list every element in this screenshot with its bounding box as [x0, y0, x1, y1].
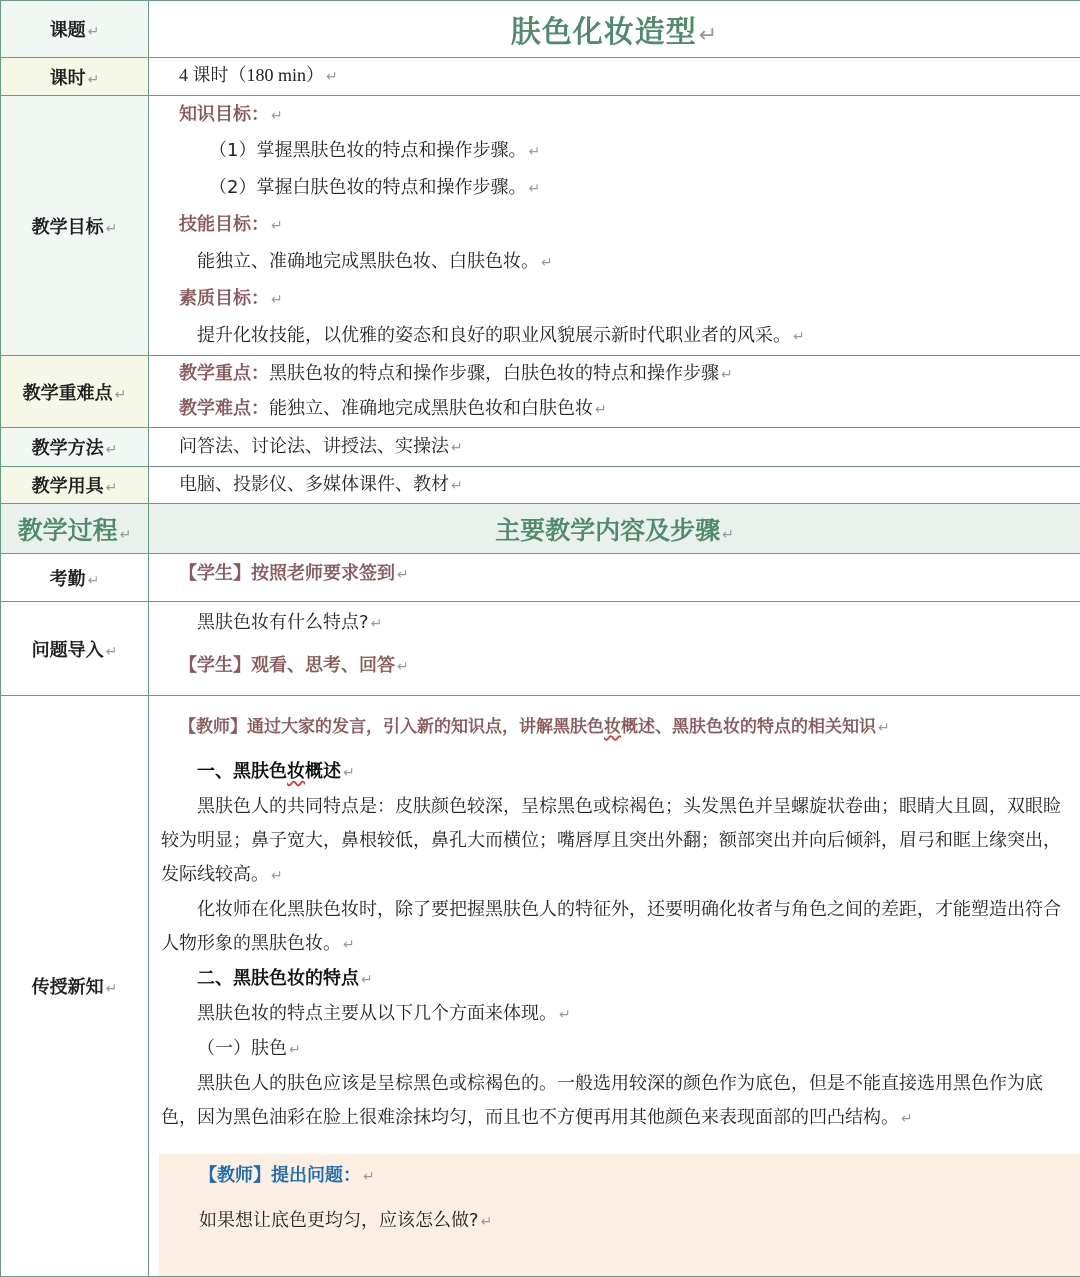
process-header-left: 教学过程 — [18, 516, 118, 545]
hours-value-cell — [149, 58, 1080, 96]
teacher-question-heading: 【教师】提出问题： ↵ — [199, 1158, 1080, 1195]
para1-line1: 黑肤色人的共同特点是：皮肤颜色较深，呈棕黑色或棕褐色；头发黑色并呈螺旋状卷曲；眼睛大且圆，双眼睑 — [149, 790, 1080, 824]
intro-label: 问题导入 — [32, 640, 104, 661]
row-topic — [1, 1, 1080, 58]
sub-heading-skin: （一）肤色 ↵ — [149, 1032, 1080, 1067]
quality-heading: 素质目标： ↵ — [149, 281, 1080, 318]
tools-label: 教学用具 — [32, 476, 104, 497]
row-intro — [1, 602, 1080, 696]
lesson-title: 肤色化妆造型↵ — [149, 7, 1080, 51]
attendance-content-cell — [149, 554, 1080, 602]
teacher-question-box — [159, 1154, 1080, 1276]
new-knowledge-content-cell — [149, 696, 1080, 1277]
row-methods — [1, 428, 1080, 467]
process-header-right: 主要教学内容及步骤 ↵ — [149, 511, 1080, 547]
row-new-knowledge — [1, 696, 1080, 1277]
topic-label-cell: 课题 ↵ — [1, 1, 149, 58]
para1-line2: 较为明显；鼻子宽大，鼻根较低，鼻孔大而横位；嘴唇厚且突出外翻；额部突出并向后倾斜，眉弓和眶上缘突出， — [149, 824, 1080, 858]
new-knowledge-label-cell: 传授新知 ↵ — [1, 696, 149, 1277]
section-1-heading: 一、黑肤色妆概述 ↵ — [149, 755, 1080, 790]
row-process-header — [1, 504, 1080, 554]
hours-label-cell: 课时 ↵ — [1, 58, 149, 96]
tools-value: 电脑、投影仪、多媒体课件、教材 ↵ — [149, 468, 1080, 503]
row-attendance — [1, 554, 1080, 602]
methods-value-cell — [149, 428, 1080, 467]
methods-label-cell: 教学方法 ↵ — [1, 428, 149, 467]
para3: 黑肤色妆的特点主要从以下几个方面来体现。 ↵ — [149, 997, 1080, 1032]
new-knowledge-label: 传授新知 — [32, 977, 104, 998]
para1-line3: 发际线较高。 ↵ — [149, 858, 1080, 893]
para4-line2: 色，因为黑色油彩在脸上很难涂抹均匀，而且也不方便再用其他颜色来表现面部的凹凸结构。 ↵ — [149, 1101, 1080, 1136]
intro-content-cell — [149, 602, 1080, 696]
skill-heading: 技能目标： ↵ — [149, 207, 1080, 244]
knowledge-item-1: （1）掌握黑肤色妆的特点和操作步骤。 ↵ — [149, 133, 1080, 170]
quality-text: 提升化妆技能，以优雅的姿态和良好的职业风貌展示新时代职业者的风采。 ↵ — [149, 318, 1080, 355]
methods-label: 教学方法 — [32, 438, 104, 459]
para4-line1: 黑肤色人的肤色应该是呈棕黑色或棕褐色的。一般选用较深的颜色作为底色，但是不能直接选用黑色作为底 — [149, 1067, 1080, 1101]
objectives-label-cell: 教学目标 ↵ — [1, 96, 149, 356]
topic-title-cell — [149, 1, 1080, 58]
topic-label: 课题 — [50, 20, 86, 41]
tools-value-cell — [149, 467, 1080, 504]
knowledge-item-2: （2）掌握白肤色妆的特点和操作步骤。 ↵ — [149, 170, 1080, 207]
row-tools — [1, 467, 1080, 504]
objectives-label: 教学目标 — [32, 217, 104, 238]
key-points-label: 教学重难点 — [23, 383, 113, 404]
intro-student: 【学生】观看、思考、回答 ↵ — [149, 648, 1080, 685]
teacher-question-text: 如果想让底色更均匀，应该怎么做? ↵ — [199, 1203, 1080, 1240]
focus-line: 教学重点：黑肤色妆的特点和操作步骤，白肤色妆的特点和操作步骤 ↵ — [149, 357, 1080, 392]
row-objectives — [1, 96, 1080, 356]
section-2-heading: 二、黑肤色妆的特点 ↵ — [149, 962, 1080, 997]
objectives-content-cell — [149, 96, 1080, 356]
intro-question: 黑肤色妆有什么特点? ↵ — [149, 605, 1080, 642]
attendance-label-cell: 考勤 ↵ — [1, 554, 149, 602]
difficulty-line: 教学难点：能独立、准确地完成黑肤色妆和白肤色妆 ↵ — [149, 392, 1080, 427]
key-points-label-cell: 教学重难点 ↵ — [1, 356, 149, 428]
row-hours — [1, 58, 1080, 96]
attendance-text: 【学生】按照老师要求签到 ↵ — [149, 557, 1080, 592]
knowledge-heading: 知识目标： ↵ — [149, 98, 1080, 133]
tools-label-cell: 教学用具 ↵ — [1, 467, 149, 504]
process-header-left-cell: 教学过程 ↵ — [1, 504, 149, 554]
para2-line2: 人物形象的黑肤色妆。 ↵ — [149, 927, 1080, 962]
teacher-intro: 【教师】通过大家的发言，引入新的知识点，讲解黑肤色妆概述、黑肤色妆的特点的相关知识 ↵ — [149, 710, 1080, 745]
process-header-right-cell — [149, 504, 1080, 554]
key-points-content-cell — [149, 356, 1080, 428]
methods-value: 问答法、讨论法、讲授法、实操法 ↵ — [149, 430, 1080, 465]
hours-label: 课时 — [50, 68, 86, 89]
hours-value: 4 课时（180 min） ↵ — [149, 58, 1080, 95]
row-key-points — [1, 356, 1080, 428]
attendance-label: 考勤 — [50, 569, 86, 590]
skill-text: 能独立、准确地完成黑肤色妆、白肤色妆。 ↵ — [149, 244, 1080, 281]
para2-line1: 化妆师在化黑肤色妆时，除了要把握黑肤色人的特征外，还要明确化妆者与角色之间的差距，才能塑造出符合 — [149, 893, 1080, 927]
intro-label-cell: 问题导入 ↵ — [1, 602, 149, 696]
